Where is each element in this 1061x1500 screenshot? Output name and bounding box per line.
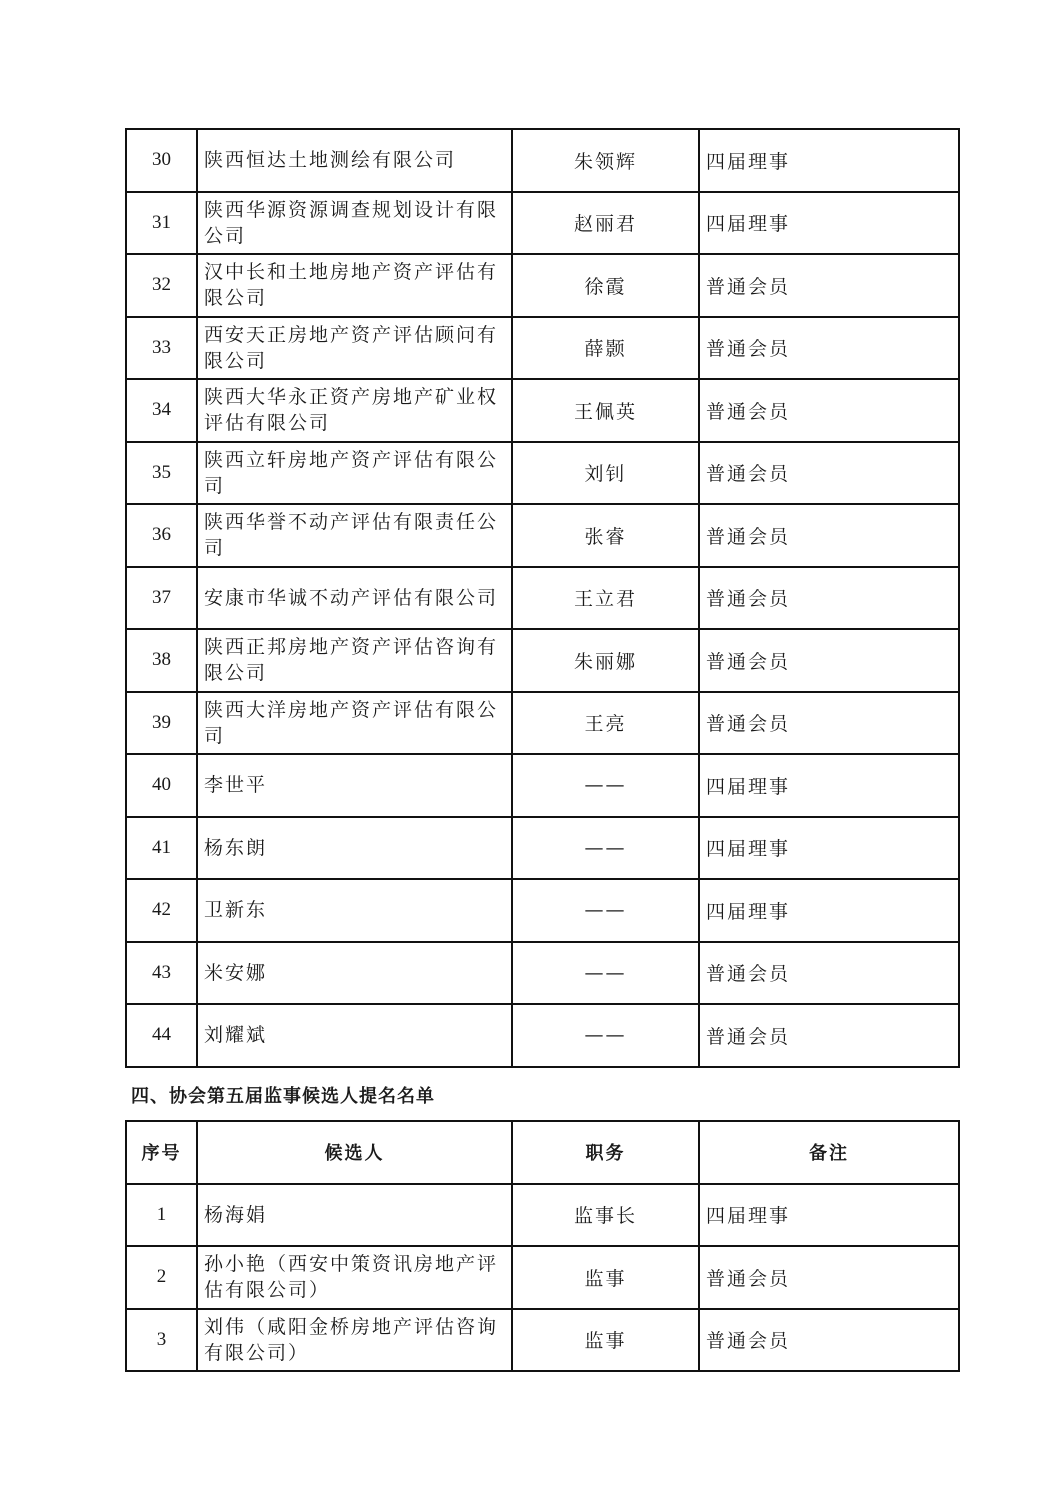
remark: 普通会员	[699, 442, 959, 505]
row-number: 30	[126, 129, 197, 192]
row-number: 33	[126, 317, 197, 380]
table-row	[126, 129, 959, 192]
company-name: 汉中长和土地房地产资产评估有限公司	[197, 254, 512, 317]
company-name: 米安娜	[197, 942, 512, 1005]
representative: 王佩英	[512, 379, 699, 442]
table-row	[126, 817, 959, 880]
header-number: 序号	[126, 1121, 197, 1184]
council-candidates-table-continued	[125, 128, 960, 1068]
representative: 王立君	[512, 567, 699, 630]
header-position: 职务	[512, 1121, 699, 1184]
remark: 普通会员	[699, 692, 959, 755]
representative: 赵丽君	[512, 192, 699, 255]
table-row	[126, 504, 959, 567]
table-row	[126, 629, 959, 692]
remark: 普通会员	[699, 942, 959, 1005]
remark: 普通会员	[699, 254, 959, 317]
table-row	[126, 442, 959, 505]
company-name: 安康市华诚不动产评估有限公司	[197, 567, 512, 630]
table-row	[126, 567, 959, 630]
row-number: 3	[126, 1309, 197, 1372]
remark: 普通会员	[699, 1309, 959, 1372]
table-row	[126, 942, 959, 1005]
header-remark: 备注	[699, 1121, 959, 1184]
table-row	[126, 1184, 959, 1247]
position: 监事	[512, 1246, 699, 1309]
row-number: 38	[126, 629, 197, 692]
representative: ——	[512, 1004, 699, 1067]
remark: 普通会员	[699, 629, 959, 692]
remark: 普通会员	[699, 567, 959, 630]
table-row	[126, 254, 959, 317]
row-number: 37	[126, 567, 197, 630]
remark: 普通会员	[699, 379, 959, 442]
company-name: 刘耀斌	[197, 1004, 512, 1067]
row-number: 35	[126, 442, 197, 505]
position: 监事	[512, 1309, 699, 1372]
row-number: 2	[126, 1246, 197, 1309]
row-number: 1	[126, 1184, 197, 1247]
candidate-name: 刘伟（咸阳金桥房地产评估咨询有限公司）	[197, 1309, 512, 1372]
company-name: 卫新东	[197, 879, 512, 942]
remark: 普通会员	[699, 1246, 959, 1309]
candidate-name: 杨海娟	[197, 1184, 512, 1247]
remark: 普通会员	[699, 317, 959, 380]
row-number: 34	[126, 379, 197, 442]
table-row	[126, 1246, 959, 1309]
remark: 四届理事	[699, 129, 959, 192]
representative: 朱领辉	[512, 129, 699, 192]
representative: 朱丽娜	[512, 629, 699, 692]
company-name: 陕西恒达土地测绘有限公司	[197, 129, 512, 192]
table-row	[126, 1004, 959, 1067]
header-candidate: 候选人	[197, 1121, 512, 1184]
representative: 刘钊	[512, 442, 699, 505]
candidate-name: 孙小艳（西安中策资讯房地产评估有限公司）	[197, 1246, 512, 1309]
table-row	[126, 692, 959, 755]
representative: ——	[512, 754, 699, 817]
remark: 普通会员	[699, 1004, 959, 1067]
row-number: 41	[126, 817, 197, 880]
company-name: 西安天正房地产资产评估顾问有限公司	[197, 317, 512, 380]
table-row	[126, 1309, 959, 1372]
remark: 四届理事	[699, 1184, 959, 1247]
row-number: 42	[126, 879, 197, 942]
company-name: 陕西大洋房地产资产评估有限公司	[197, 692, 512, 755]
company-name: 陕西华誉不动产评估有限责任公司	[197, 504, 512, 567]
row-number: 31	[126, 192, 197, 255]
representative: ——	[512, 817, 699, 880]
row-number: 40	[126, 754, 197, 817]
row-number: 36	[126, 504, 197, 567]
company-name: 杨东朗	[197, 817, 512, 880]
supervisor-candidates-table	[125, 1120, 960, 1372]
remark: 普通会员	[699, 504, 959, 567]
representative: ——	[512, 879, 699, 942]
remark: 四届理事	[699, 192, 959, 255]
representative: 薛颢	[512, 317, 699, 380]
row-number: 44	[126, 1004, 197, 1067]
table-row	[126, 754, 959, 817]
company-name: 李世平	[197, 754, 512, 817]
remark: 四届理事	[699, 879, 959, 942]
table-row	[126, 317, 959, 380]
table-header-row	[126, 1121, 959, 1184]
row-number: 43	[126, 942, 197, 1005]
row-number: 39	[126, 692, 197, 755]
section-title: 四、协会第五届监事候选人提名名单	[131, 1086, 435, 1107]
representative: ——	[512, 942, 699, 1005]
remark: 四届理事	[699, 754, 959, 817]
company-name: 陕西大华永正资产房地产矿业权评估有限公司	[197, 379, 512, 442]
representative: 张睿	[512, 504, 699, 567]
company-name: 陕西华源资源调查规划设计有限公司	[197, 192, 512, 255]
representative: 王亮	[512, 692, 699, 755]
row-number: 32	[126, 254, 197, 317]
position: 监事长	[512, 1184, 699, 1247]
remark: 四届理事	[699, 817, 959, 880]
table-row	[126, 379, 959, 442]
representative: 徐霞	[512, 254, 699, 317]
table-row	[126, 879, 959, 942]
table-row	[126, 192, 959, 255]
company-name: 陕西立轩房地产资产评估有限公司	[197, 442, 512, 505]
company-name: 陕西正邦房地产资产评估咨询有限公司	[197, 629, 512, 692]
